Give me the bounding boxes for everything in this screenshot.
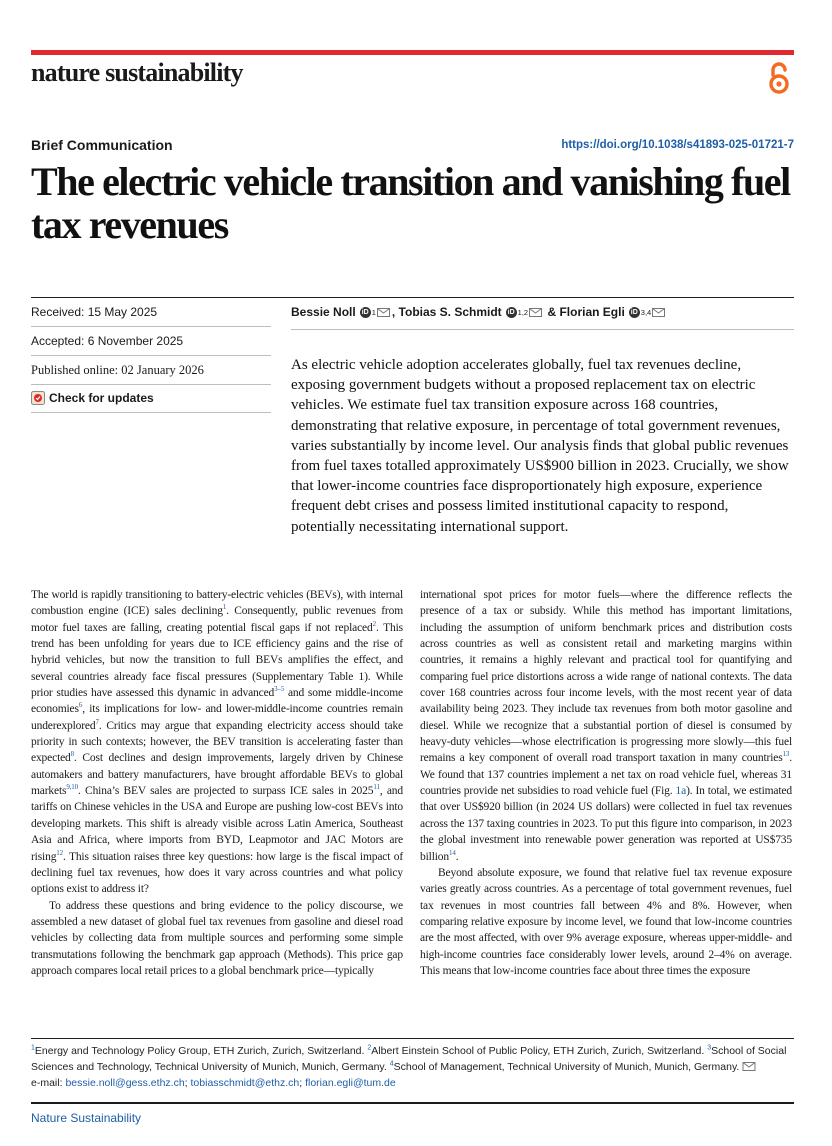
article-title: The electric vehicle transition and vanishing fuel tax revenues <box>31 159 790 247</box>
article-type: Brief Communication <box>31 137 173 153</box>
footer-divider <box>31 1102 794 1104</box>
abstract: As electric vehicle adoption accelerates globally, fuel tax revenues decline, exposing government budgets without a proposed replacement tax on electric vehicles. We estimate fuel tax transition exposure across 168 countries, demonstrating that relative exposure, in percentage of total government revenues, varies substantially by income level. Our analysis finds that global public revenues from fuel taxes totalled approximately US$900 billion in 2023. Crucially, we show that lower-income countries face disproportionately high exposure, experience frequent debt crises and possess limited institutional capacity to respond, potentially necessitating international support. <box>291 357 789 535</box>
meta-divider <box>31 384 271 385</box>
author-name[interactable]: Florian Egli <box>559 305 625 319</box>
published-date: Published online: 02 January 2026 <box>31 363 204 377</box>
open-access-icon <box>766 60 792 96</box>
body-column-left <box>31 587 403 979</box>
affiliations: $^1$Energy and Technology Policy Group, ETH Zurich, Zurich, Switzerland. $^2$Albert Einstein School of Public Policy, ETH Zurich, Zurich, Switzerland. $^3$School of Social Sciences and Technology, Technical University of Munich, Munich, Germany. $^4$School of Management, Technical University of Munich, Munich, Germany. e-mail: bessie.noll@gess.ethz.ch; tobiasschmidt@ethz.ch; florian.egli@tum.de <box>31 1044 787 1089</box>
citation-ref[interactable]: 1 <box>222 603 227 612</box>
check-for-updates-icon <box>31 391 45 405</box>
figure-ref[interactable]: 1a <box>675 785 687 798</box>
body-paragraph: The world is rapidly transitioning to battery-electric vehicles (BEVs), with internal combustion engine (ICE) sales declining$^1$. Consequently, public revenues from motor fuel taxes are falling, creating potential fiscal gaps if not replaced$^2$. This trend has been unfolding for years due to ICE efficiency gains and the rise of hybrid vehicles, but now the transition to full BEVs amplifies the effect, and several countries already face fiscal pressures (Supplementary Table 1). While prior studies have assessed this dynamic in advanced$^{3-5}$ and some middle-income economies$^6$, its implications for low- and lower-middle-income countries remain underexplored$^7$. Critics may argue that expanding electricity access should take priority in such contexts; however, the BEV transition is accelerating faster than expected$^8$. Cost declines and design improvements, largely driven by Chinese automakers and battery manufacturers, have brought affordable BEVs to global markets$^{9,10}$. China’s BEV sales are projected to surpass ICE sales in 2025$^{11}$, and tariffs on Chinese vehicles in the USA and Europe are pushing low-cost BEVs into developing markets. This shift is already visible across Latin America, Southeast Asia and Africa, where imports from BYD, Leapmotor and JAC Motors are rising$^{12}$. This situation raises three key questions: how large is the fiscal impact of declining fuel tax revenues, how does it vary across countries and what policy options exist to address it? <box>31 589 404 896</box>
citation-ref[interactable]: 2 <box>367 1044 372 1052</box>
email-icon <box>742 1062 756 1071</box>
body-paragraph: Beyond absolute exposure, we found that relative fuel tax revenue exposure varies greatly across countries. As a percentage of total government revenues, fuel tax revenues in most countries fall between 4% and 8%. However, when comparing relative exposure by income level, we found that low-income countries are the most affected, with over 9% average exposure, whereas upper-middle- and high-income countries face considerably lower levels, around 2–4% on average. This means that low-income countries face about three times the exposure <box>420 866 792 977</box>
author-affiliation: 1,2 <box>517 307 529 317</box>
meta-divider <box>31 412 271 413</box>
email-link[interactable]: bessie.noll@gess.ethz.ch <box>65 1077 185 1089</box>
doi-link[interactable]: https://doi.org/10.1038/s41893-025-01721-7 <box>561 139 794 151</box>
email-icon[interactable] <box>529 308 542 317</box>
citation-ref[interactable]: 3 <box>707 1044 712 1052</box>
orcid-icon[interactable]: iD <box>361 308 369 316</box>
email-link[interactable]: tobiasschmidt@ethz.ch <box>190 1077 300 1089</box>
meta-divider <box>31 355 271 356</box>
email-icon[interactable] <box>652 308 665 317</box>
meta-divider <box>31 326 271 327</box>
author-name[interactable]: Tobias S. Schmidt <box>398 305 502 319</box>
footer-journal-name[interactable]: Nature Sustainability <box>31 1111 142 1125</box>
citation-ref[interactable]: 3–5 <box>274 685 285 694</box>
citation-ref[interactable]: 14 <box>448 848 456 857</box>
orcid-icon[interactable]: iD <box>630 308 638 316</box>
author-separator: & <box>544 305 560 319</box>
author-divider <box>291 329 794 330</box>
citation-ref[interactable]: 11 <box>373 783 380 792</box>
citation-ref[interactable]: 4 <box>389 1060 394 1068</box>
footnote-divider <box>31 1038 794 1039</box>
author-affiliation: 3,4 <box>640 307 652 317</box>
citation-ref[interactable]: 6 <box>78 701 83 710</box>
body-column-right <box>420 587 792 979</box>
header-accent-rule <box>31 50 794 55</box>
citation-ref[interactable]: 7 <box>95 717 99 726</box>
author-affiliation: 1 <box>371 307 376 317</box>
accepted-date: Accepted: 6 November 2025 <box>31 334 184 348</box>
email-link[interactable]: florian.egli@tum.de <box>305 1077 396 1089</box>
email-icon[interactable] <box>377 308 390 317</box>
citation-ref[interactable]: 1 <box>31 1044 35 1052</box>
body-paragraph: international spot prices for motor fuels—where the difference reflects the presence of a tax or subsidy. While this method has important limitations, including the assumption of uniform benchmark prices and distribution costs across countries as well as consistent retail and marketing margins within countries, it remains a highly relevant and practical tool for quantifying and comparing fuel price distortions across a wide range of national contexts. The data cover 168 countries across four income levels, with the most recent year of data availability being 2023. They include tax revenues from both motor gasoline and diesel. While we recognize that a substantial portion of diesel is consumed by heavy-duty vehicles—whose electrification is progressing more slowly—this fuel remains a key component of overall road transport taxation in many countries$^{13}$. We found that 137 countries implement a net tax on road vehicle fuel, whereas 31 countries provide net subsidies to road vehicle fuel (Fig. 1a). In total, we estimated that over US$920 billion (in 2024 US dollars) were collected in fuel tax revenues across the 137 taxing countries in 2023. To put this figure into comparison, in 2023 the global investment into renewable power generation was reported at US$735 billion$^{14}$. <box>420 589 792 863</box>
author-list <box>291 305 667 319</box>
email-label: e-mail: <box>31 1077 66 1089</box>
citation-ref[interactable]: 2 <box>372 619 376 628</box>
author-separator: , <box>391 305 399 319</box>
citation-ref[interactable]: 12 <box>56 848 63 857</box>
body-paragraph: To address these questions and bring evidence to the policy discourse, we assembled a new dataset of global fuel tax revenues from gasoline and diesel road vehicles by collecting data from multiple sources and performing some simple transmutations following the benchmark gap approach (Methods). This price gap approach compares local retail prices to a global benchmark price—typically <box>31 899 403 977</box>
author-name[interactable]: Bessie Noll <box>291 305 356 319</box>
affiliation-list: $^1$Energy and Technology Policy Group, ETH Zurich, Zurich, Switzerland. $^2$Albert Einstein School of Public Policy, ETH Zurich, Zurich, Switzerland. $^3$School of Social Sciences and Technology, Technical University of Munich, Munich, Germany. $^4$School of Management, Technical University of Munich, Munich, Germany. <box>31 1044 787 1073</box>
check-for-updates-button[interactable] <box>31 391 271 405</box>
check-for-updates-label: Check for updates <box>49 391 154 405</box>
header-divider <box>31 297 794 298</box>
citation-ref[interactable]: 13 <box>782 750 790 759</box>
orcid-icon[interactable]: iD <box>507 308 515 316</box>
citation-ref[interactable]: 9,10 <box>66 783 79 792</box>
received-date: Received: 15 May 2025 <box>31 305 158 319</box>
journal-name[interactable]: nature sustainability <box>31 58 243 87</box>
citation-ref[interactable]: 8 <box>70 750 75 759</box>
